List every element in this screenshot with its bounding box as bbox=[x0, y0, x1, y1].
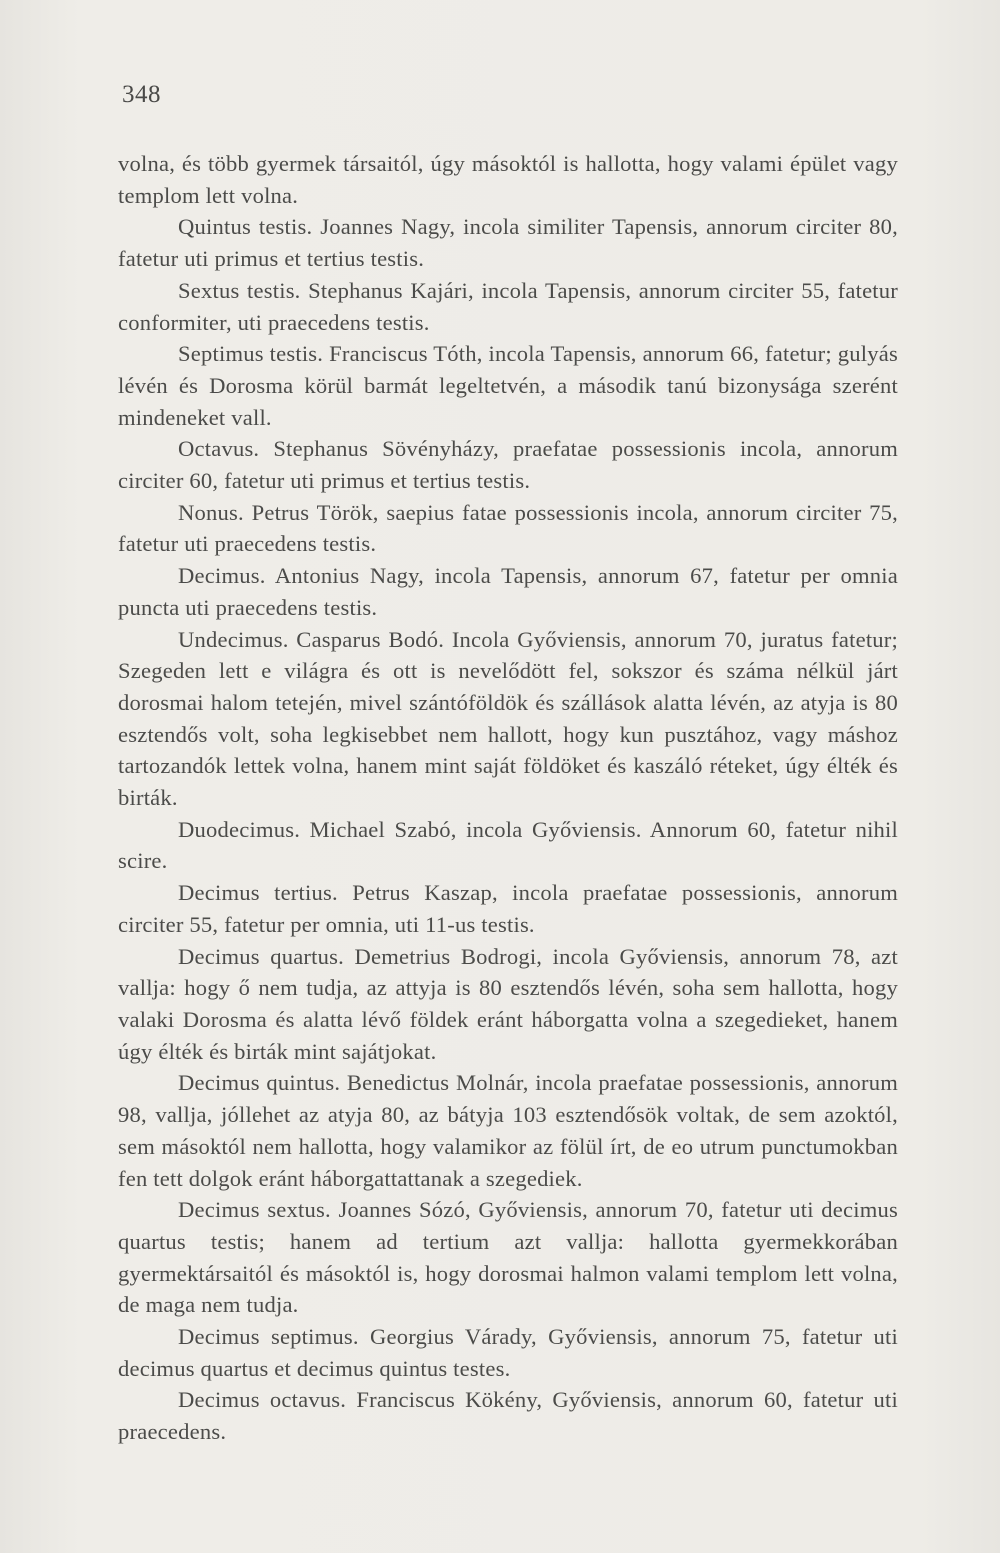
paragraph: Nonus. Petrus Török, saepius fatae possessionis incola, annorum circiter 75, fatetur uti praecedens testis. bbox=[118, 499, 898, 557]
paragraph: Decimus. Antonius Nagy, incola Tapensis, annorum 67, fatetur per omnia puncta uti praecedens testis. bbox=[118, 563, 898, 620]
paragraph: Decimus tertius. Petrus Kaszap, incola praefatae possessionis, annorum circiter 55, fatetur per omnia, uti 11-us testis. bbox=[118, 880, 898, 937]
paragraph: Decimus sextus. Joannes Sózó, Győviensis, annorum 70, fatetur uti decimus quartus testis; hanem ad tertium azt vallja: hallotta gyermekkorában gyermektársaitól és másoktól is, hogy dorosmai halmon valami templom lett volna, de maga nem tudja. bbox=[118, 1197, 898, 1318]
paragraph: Undecimus. Casparus Bodó. Incola Győviensis, annorum 70, juratus fatetur; Szegeden lett e világra és ott is nevelődött fel, sokszor és száma nélkül járt dorosmai halom tetején, mivel szántóföldök és szállások alatta lévén, az atyja is 80 esztendős volt, soha legkisebbet nem hallott, hogy kun pusztához, vagy máshoz tartozandók lettek volna, hanem mint saját földöket és kaszáló réteket, úgy élték és birták. bbox=[118, 626, 898, 811]
paragraph: Duodecimus. Michael Szabó, incola Győviensis. Annorum 60, fatetur nihil scire. bbox=[118, 816, 898, 874]
paragraph: volna, és több gyermek társaitól, úgy másoktól is hallotta, hogy valami épület vagy templom lett volna. bbox=[118, 151, 898, 208]
paragraph: Decimus quartus. Demetrius Bodrogi, incola Győviensis, annorum 78, azt vallja: hogy ő nem tudja, az attyja is 80 esztendős lévén, soha sem hallotta, hogy valaki Dorosma és alatta lévő földek eránt háborgatta volna a szegedieket, hanem úgy élték és birták mint sajátjokat. bbox=[118, 943, 898, 1064]
paragraph: Sextus testis. Stephanus Kajári, incola Tapensis, annorum circiter 55, fatetur conformiter, uti praecedens testis. bbox=[118, 277, 898, 335]
paragraph: Octavus. Stephanus Sövényházy, praefatae possessionis incola, annorum circiter 60, fatetur uti primus et tertius testis. bbox=[118, 436, 898, 494]
paragraph: Decimus septimus. Georgius Várady, Győviensis, annorum 75, fatetur uti decimus quartus et decimus quintus testes. bbox=[118, 1324, 898, 1381]
paragraph: Septimus testis. Franciscus Tóth, incola Tapensis, annorum 66, fatetur; gulyás lévén és Dorosma körül barmát legeltetvén, a második tanú bizonysága szerént mindeneket vall. bbox=[118, 341, 898, 430]
body-text bbox=[118, 148, 898, 1448]
paragraph: Decimus octavus. Franciscus Kökény, Győviensis, annorum 60, fatetur uti praecedens. bbox=[118, 1387, 898, 1445]
paragraph: Quintus testis. Joannes Nagy, incola similiter Tapensis, annorum circiter 80, fatetur uti primus et tertius testis. bbox=[118, 214, 898, 272]
page-number: 348 bbox=[122, 81, 161, 108]
paragraph: Decimus quintus. Benedictus Molnár, incola praefatae possessionis, annorum 98, vallja, jóllehet az atyja 80, az bátyja 103 esztendősök voltak, de sem azoktól, sem másoktól nem hallotta, hogy valamikor az fölül írt, de eo utrum punctumokban fen tett dolgok eránt háborgattattanak a szegediek. bbox=[118, 1070, 898, 1191]
